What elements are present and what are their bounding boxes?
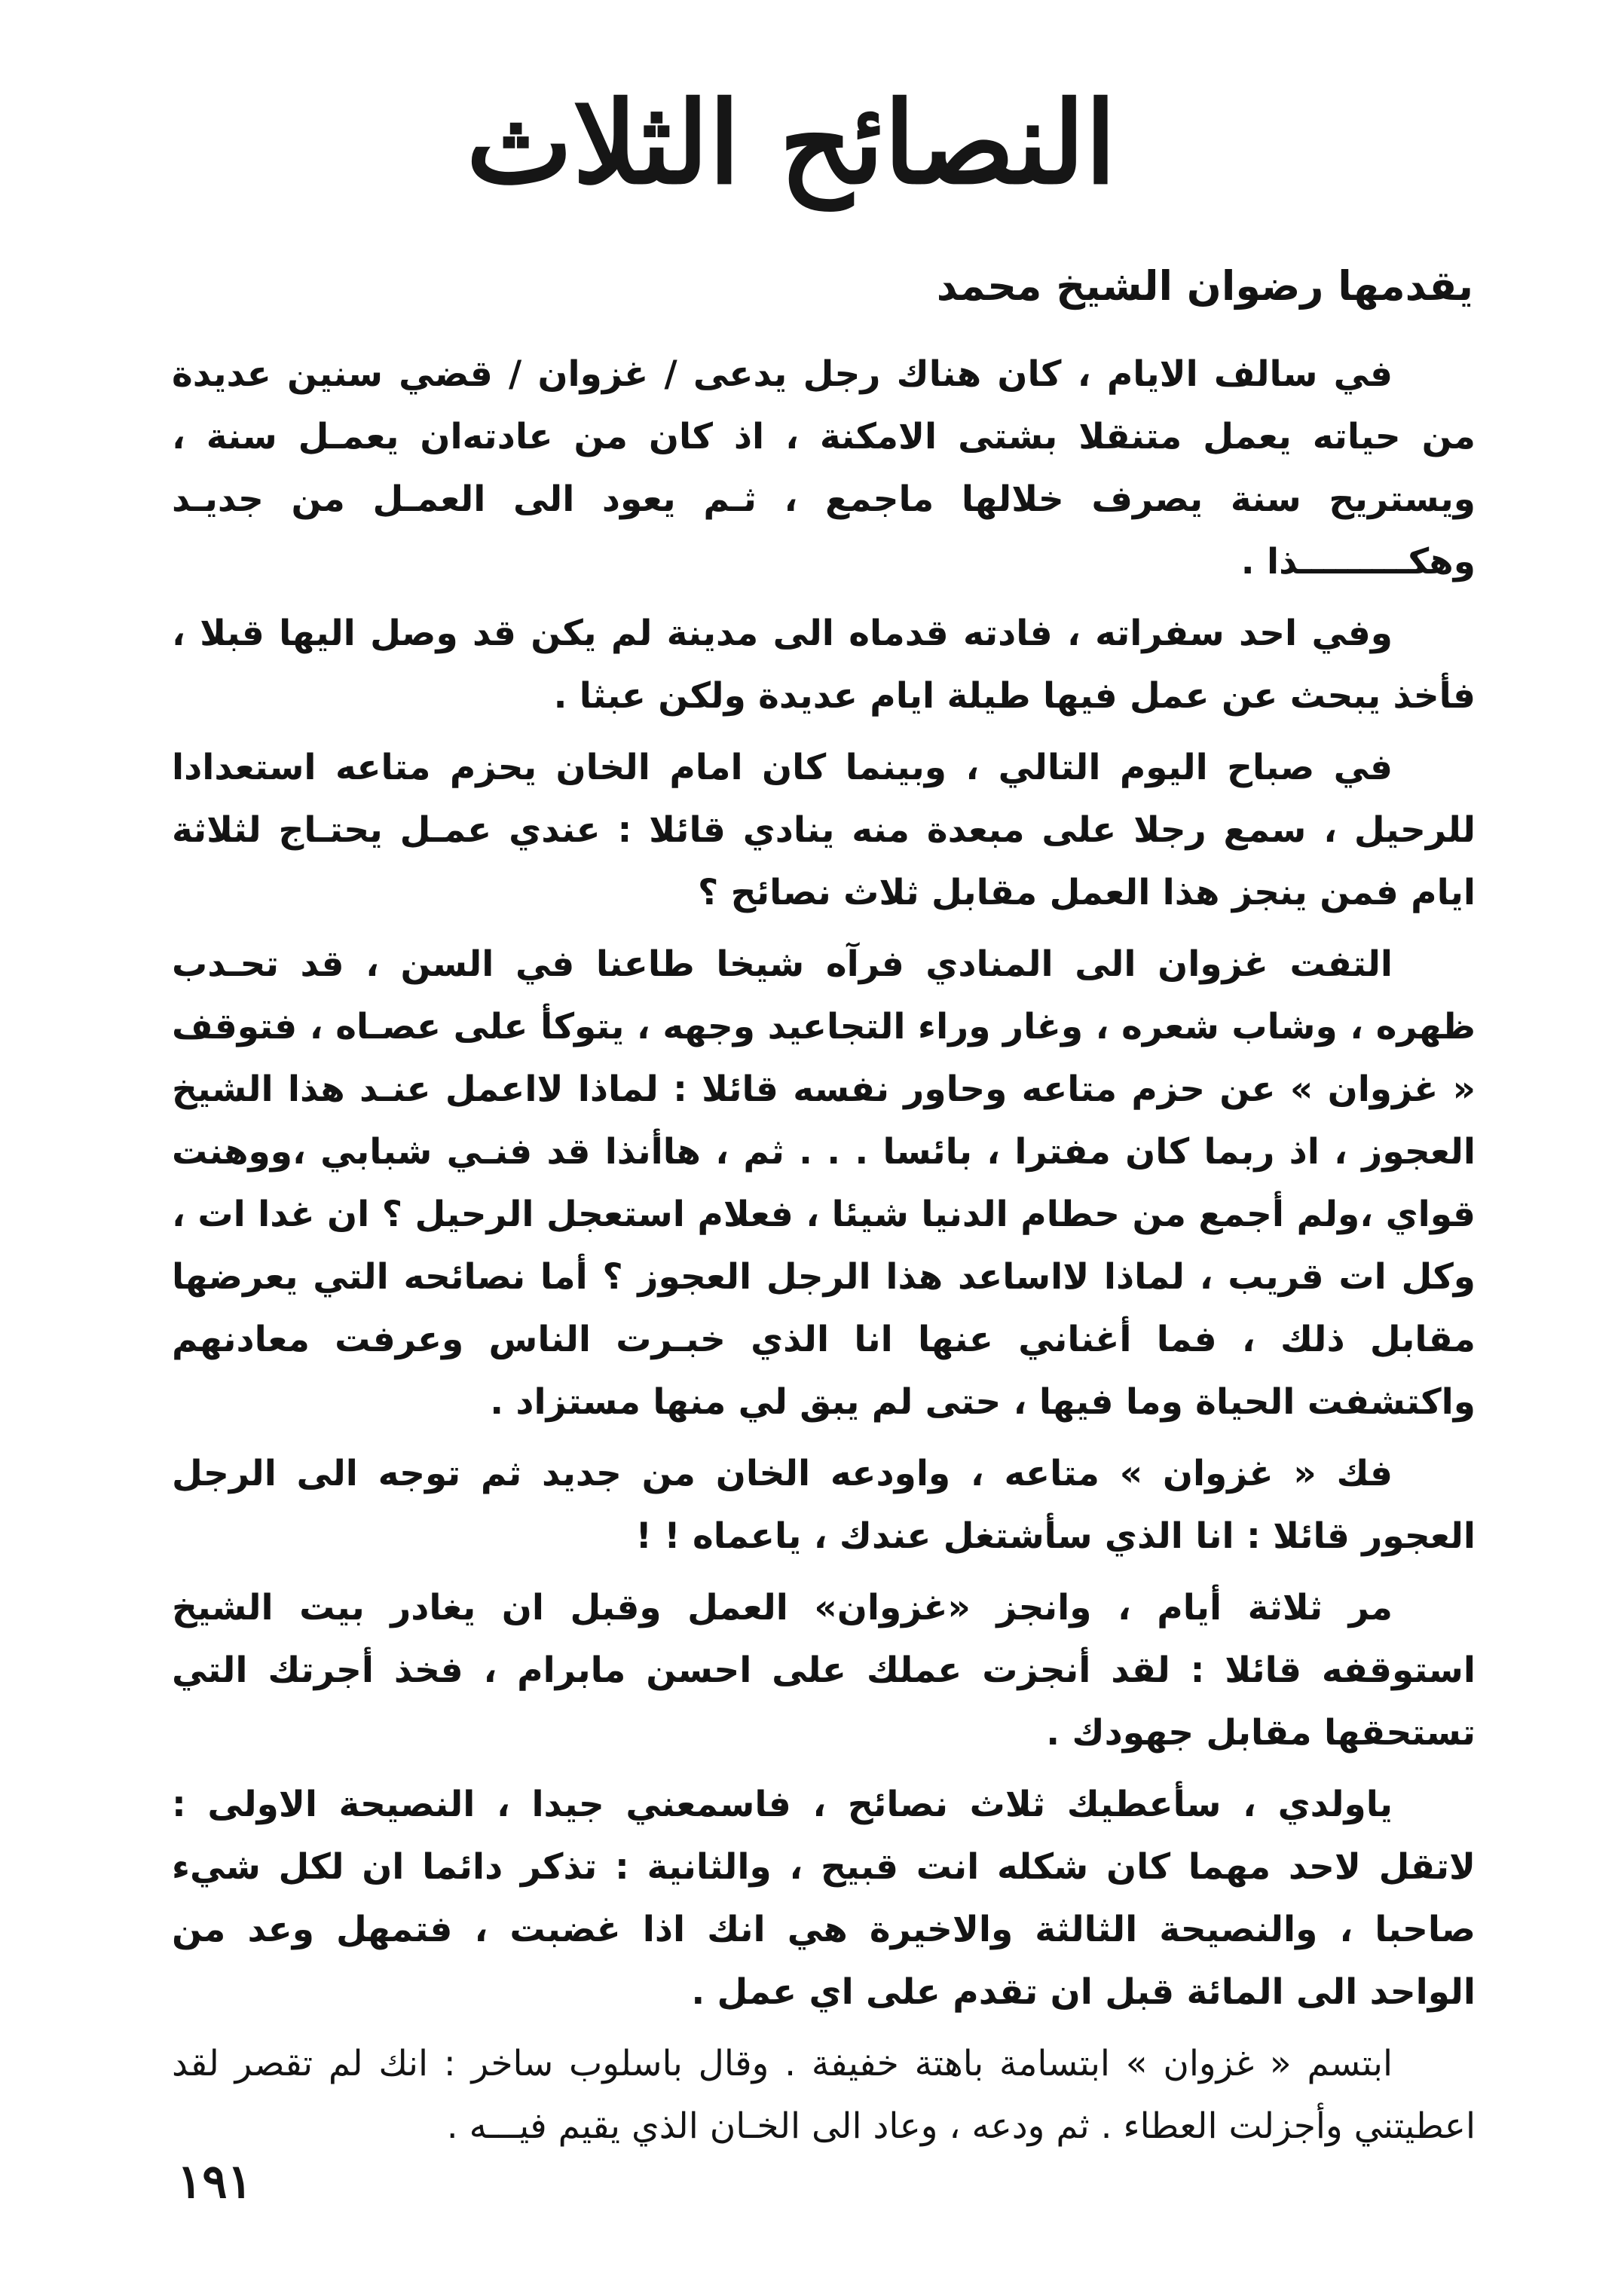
- page-number: ١٩١: [177, 2154, 252, 2209]
- paragraph: ابتسم « غزوان » ابتسامة باهتة خفيفة . وقال باسلوب ساخر : انك لم تقصر لقد اعطيتني وأجزلت العطاء . ثم ودعه ، وعاد الى الخـان الذي يقيم فيـــه .: [172, 2043, 1476, 2147]
- paragraph: فك « غزوان » متاعه ، واودعه الخان من جديد ثم توجه الى الرجل العجور قائلا : انا الذي سأشتغل عندك ، ياعماه ! !: [172, 1453, 1476, 1557]
- paragraph: ياولدي ، سأعطيك ثلاث نصائح ، فاسمعني جيدا ، النصيحة الاولى : لاتقل لاحد مهما كان شكله انت قبيح ، والثانية : تذكر دائما ان لكل شيء صاحبا ، والنصيحة الثالثة والاخيرة هي انك اذا غضبت ، فتمهل وعد من الواحد الى المائة قبل ان تقدم على اي عمل .: [172, 1784, 1476, 2013]
- paragraph: التفت غزوان الى المنادي فرآه شيخا طاعنا في السن ، قد تحـدب ظهره ، وشاب شعره ، وغار وراء التجاعيد وجهه ، يتوكأ على عصـاه ، فتوقف « غزوان » عن حزم متاعه وحاور نفسه قائلا : لماذا لااعمل عنـد هذا الشيخ العجوز ، اذ ربما كان مفترا ، بائسا . . . ثم ، هاأنذا قد فنـي شبابي ،ووهنت قواي ،ولم أجمع من حطام الدنيا شيئا ، فعلام استعجل الرحيل ؟ ان غدا ات ، وكل ات قريب ، لماذا لااساعد هذا الرجل العجوز ؟ أما نصائحه التي يعرضها مقابل ذلك ، فما أغناني عنها انا الذي خبـرت الناس وعرفت معادنهم واكتشفت الحياة وما فيها ، حتى لم يبق لي منها مستزاد .: [172, 943, 1476, 1423]
- paragraph: في سالف الايام ، كان هناك رجل يدعى / غزوان / قضي سنين عديدة من حياته يعمل متنقلا بشتى الامكنة ، اذ كان من عادته‌ان يعمـل سنة ، ويستريح سنة يصرف خلالها ماجمع ، ثـم يعود الى العمـل من جديـد وهكـــــــــذا .: [172, 353, 1476, 583]
- article-body: [172, 343, 1476, 2167]
- paragraph: وفي احد سفراته ، فادته قدماه الى مدينة لم يكن قد وصل اليها قبلا ، فأخذ يبحث عن عمل فيها طيلة ايام عديدة ولكن عبثا .: [172, 613, 1476, 717]
- author-byline: يقدمها رضوان الشيخ محمد: [936, 262, 1473, 310]
- article-title: النصائح الثلاث: [466, 77, 1117, 209]
- paragraph: مر ثلاثة أيام ، وانجز «غزوان» العمل وقبل ان يغادر بيت الشيخ استوقفه قائلا : لقد أنجزت عملك على احسن مابرام ، فخذ أجرتك التي تستحقها مقابل جهودك .: [172, 1587, 1476, 1754]
- paragraph: في صباح اليوم التالي ، وبينما كان امام الخان يحزم متاعه استعدادا للرحيل ، سمع رجلا على مبعدة منه ينادي قائلا : عندي عمـل يحتـاج لثلاثة ايام فمن ينجز هذا العمل مقابل ثلاث نصائح ؟: [172, 747, 1476, 913]
